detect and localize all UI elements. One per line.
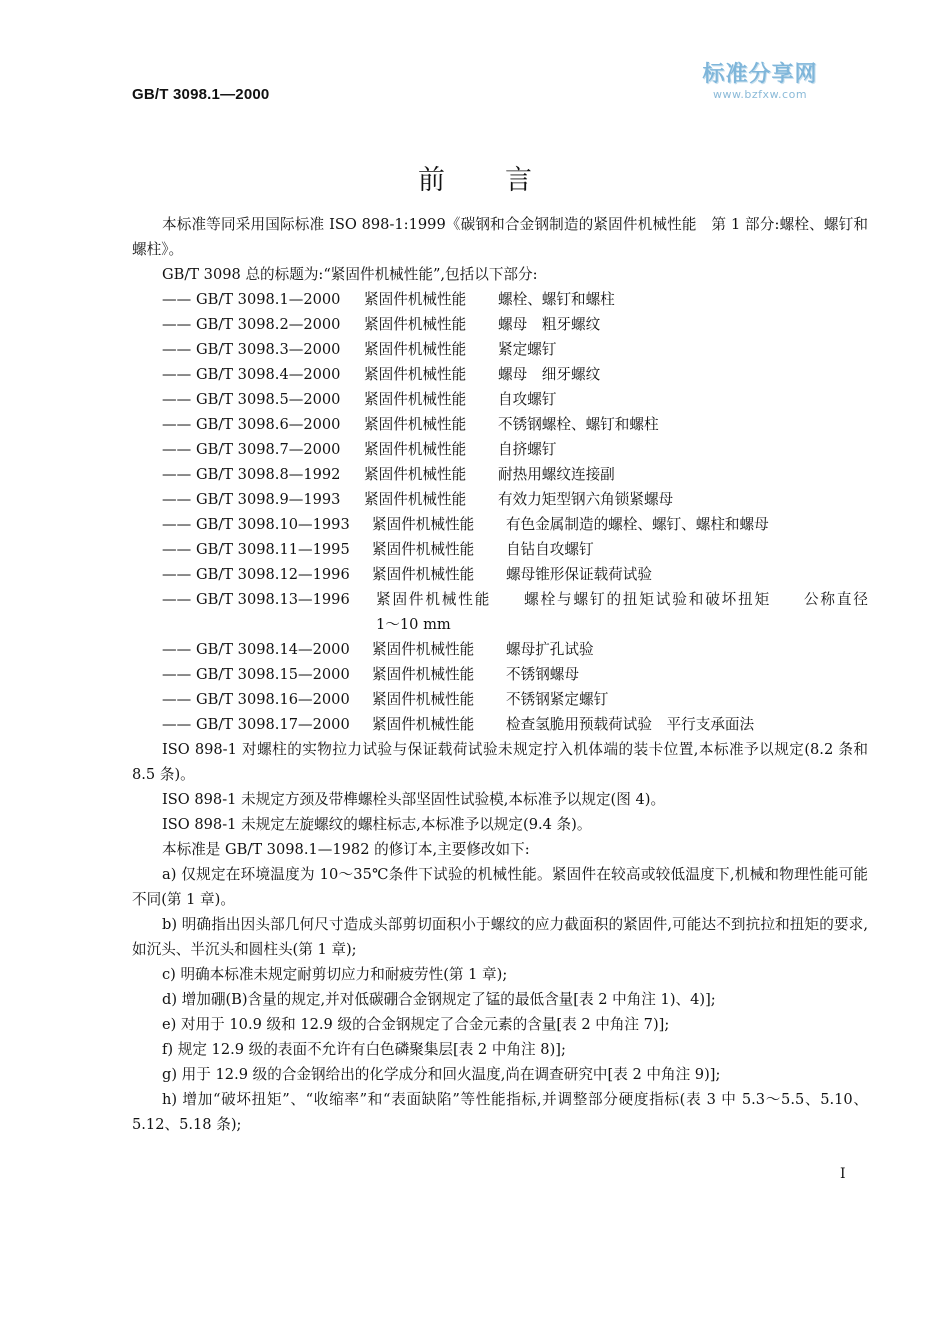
part-item bbox=[132, 662, 868, 687]
part-subtitle: 有色金属制造的螺栓、螺钉、螺柱和螺母 bbox=[506, 516, 769, 533]
part-dash: —— bbox=[162, 691, 192, 708]
part-dash: —— bbox=[162, 416, 192, 433]
part-code: GB/T 3098.7—2000 bbox=[196, 441, 341, 458]
part-title: 紧固件机械性能 bbox=[364, 291, 467, 308]
part-title: 紧固件机械性能 bbox=[372, 641, 475, 658]
part-dash: —— bbox=[162, 641, 192, 658]
part-item bbox=[132, 562, 868, 587]
part-code: GB/T 3098.8—1992 bbox=[196, 466, 341, 483]
parts-list bbox=[132, 287, 868, 587]
page-number: I bbox=[840, 1166, 846, 1182]
note-paragraph: ISO 898-1 对螺柱的实物拉力试验与保证载荷试验未规定拧入机体端的装卡位置,本标准予以规定(8.2 条和 8.5 条)。 bbox=[132, 741, 868, 783]
part-dash: —— bbox=[162, 491, 192, 508]
part-dash: —— bbox=[162, 291, 192, 308]
part-dash: —— bbox=[162, 341, 192, 358]
part-item bbox=[132, 637, 868, 662]
part-subtitle: 不锈钢紧定螺钉 bbox=[506, 691, 609, 708]
part-code: GB/T 3098.11—1995 bbox=[196, 541, 350, 558]
part-code: GB/T 3098.12—1996 bbox=[196, 566, 350, 583]
part-subtitle: 自攻螺钉 bbox=[498, 391, 557, 408]
part-item bbox=[132, 462, 868, 487]
note-paragraph: ISO 898-1 未规定左旋螺纹的螺柱标志,本标准予以规定(9.4 条)。 bbox=[162, 816, 592, 833]
change-item: g) 用于 12.9 级的合金钢给出的化学成分和回火温度,尚在调查研究中[表 2 中角注 9)]; bbox=[162, 1066, 721, 1083]
change-item: a) 仅规定在环境温度为 10～35℃条件下试验的机械性能。紧固件在较高或较低温度下,机械和物理性能可能不同(第 1 章)。 bbox=[132, 866, 868, 908]
part-code: GB/T 3098.2—2000 bbox=[196, 316, 341, 333]
part-subtitle: 不锈钢螺母 bbox=[506, 666, 579, 683]
part-title: 紧固件机械性能 bbox=[372, 691, 475, 708]
logo-text: 标准分享网 bbox=[702, 62, 818, 87]
part-subtitle: 螺栓与螺钉的扭矩试验和破坏扭矩 bbox=[524, 591, 772, 608]
change-item: h) 增加“破坏扭矩”、“收缩率”和“表面缺陷”等性能指标,并调整部分硬度指标(表 3 中 5.3～5.5、5.10、5.12、5.18 条); bbox=[132, 1091, 868, 1133]
part-subtitle: 螺栓、螺钉和螺柱 bbox=[498, 291, 615, 308]
standard-code: GB/T 3098.1—2000 bbox=[132, 86, 270, 103]
part-title: 紧固件机械性能 bbox=[364, 316, 467, 333]
part-item bbox=[132, 512, 868, 537]
part-dash: —— bbox=[162, 366, 192, 383]
part-code: GB/T 3098.4—2000 bbox=[196, 366, 341, 383]
part-code: GB/T 3098.6—2000 bbox=[196, 416, 341, 433]
note-paragraph: ISO 898-1 未规定方颈及带榫螺栓头部坚固性试验模,本标准予以规定(图 4)。 bbox=[162, 791, 666, 808]
part-dash: —— bbox=[162, 466, 192, 483]
part-dash: —— bbox=[162, 441, 192, 458]
part-title: 紧固件机械性能 bbox=[364, 491, 467, 508]
part-subtitle: 有效力矩型钢六角锁紧螺母 bbox=[498, 491, 674, 508]
part-code: GB/T 3098.15—2000 bbox=[196, 666, 350, 683]
change-item: d) 增加硼(B)含量的规定,并对低碳硼合金钢规定了锰的最低含量[表 2 中角注 1)、4)]; bbox=[162, 991, 716, 1008]
intro-parts-heading: GB/T 3098 总的标题为:“紧固件机械性能”,包括以下部分: bbox=[162, 266, 538, 283]
part-item bbox=[132, 712, 868, 737]
part-dash: —— bbox=[162, 391, 192, 408]
part-subtitle: 耐热用螺纹连接副 bbox=[498, 466, 615, 483]
part-subtitle: 紧定螺钉 bbox=[498, 341, 557, 358]
part-item bbox=[132, 387, 868, 412]
site-logo[interactable] bbox=[690, 62, 830, 106]
part-title: 紧固件机械性能 bbox=[364, 391, 467, 408]
part-title: 紧固件机械性能 bbox=[364, 441, 467, 458]
part-item bbox=[132, 487, 868, 512]
part-dash: —— bbox=[162, 316, 192, 333]
part-subtitle: 螺母 细牙螺纹 bbox=[498, 366, 601, 383]
part-subtitle: 检查氢脆用预载荷试验 平行支承面法 bbox=[506, 716, 755, 733]
part-subtitle: 自钻自攻螺钉 bbox=[506, 541, 594, 558]
changes-list bbox=[132, 862, 868, 1137]
part-dash: —— bbox=[162, 716, 192, 733]
part-dash: —— bbox=[162, 516, 192, 533]
part-code: GB/T 3098.14—2000 bbox=[196, 641, 350, 658]
part-title: 紧固件机械性能 bbox=[372, 716, 475, 733]
part-dash: —— bbox=[162, 541, 192, 558]
part-code: GB/T 3098.13—1996 bbox=[196, 591, 350, 608]
part-code: GB/T 3098.16—2000 bbox=[196, 691, 350, 708]
change-item: b) 明确指出因头部几何尺寸造成头部剪切面积小于螺纹的应力截面积的紧固件,可能达不到抗拉和扭矩的要求,如沉头、半沉头和圆柱头(第 1 章); bbox=[132, 916, 868, 958]
part-code: GB/T 3098.5—2000 bbox=[196, 391, 341, 408]
part-subtitle: 螺母扩孔试验 bbox=[506, 641, 594, 658]
part-title: 紧固件机械性能 bbox=[364, 416, 467, 433]
part-item bbox=[132, 437, 868, 462]
logo-url: www.bzfxw.com bbox=[712, 88, 808, 101]
part-continuation: 1～10 mm bbox=[376, 616, 451, 633]
part-title: 紧固件机械性能 bbox=[372, 541, 475, 558]
part-title: 紧固件机械性能 bbox=[372, 666, 475, 683]
part-code: GB/T 3098.17—2000 bbox=[196, 716, 350, 733]
part-code: GB/T 3098.10—1993 bbox=[196, 516, 350, 533]
page-title: 前言 bbox=[418, 165, 592, 196]
part-title: 紧固件机械性能 bbox=[364, 466, 467, 483]
part-item bbox=[132, 537, 868, 562]
part-extra: 公称直径 bbox=[803, 591, 868, 608]
part-dash: —— bbox=[162, 666, 192, 683]
part-item-13 bbox=[132, 587, 868, 637]
part-item bbox=[132, 287, 868, 312]
change-item: c) 明确本标准未规定耐剪切应力和耐疲劳性(第 1 章); bbox=[162, 966, 508, 983]
part-title: 紧固件机械性能 bbox=[372, 516, 475, 533]
part-code: GB/T 3098.9—1993 bbox=[196, 491, 341, 508]
part-title: 紧固件机械性能 bbox=[376, 591, 492, 608]
part-title: 紧固件机械性能 bbox=[364, 366, 467, 383]
part-item bbox=[132, 412, 868, 437]
part-item bbox=[132, 337, 868, 362]
part-subtitle: 不锈钢螺栓、螺钉和螺柱 bbox=[498, 416, 659, 433]
change-item: f) 规定 12.9 级的表面不允许有白色磷聚集层[表 2 中角注 8)]; bbox=[162, 1041, 566, 1058]
part-dash: —— bbox=[162, 591, 192, 608]
part-title: 紧固件机械性能 bbox=[364, 341, 467, 358]
part-title: 紧固件机械性能 bbox=[372, 566, 475, 583]
part-title-line bbox=[376, 587, 868, 612]
part-code: GB/T 3098.3—2000 bbox=[196, 341, 341, 358]
part-item bbox=[132, 362, 868, 387]
part-code: GB/T 3098.1—2000 bbox=[196, 291, 341, 308]
part-subtitle: 螺母锥形保证载荷试验 bbox=[506, 566, 652, 583]
part-dash: —— bbox=[162, 566, 192, 583]
parts-list-continued bbox=[132, 637, 868, 737]
part-item bbox=[132, 312, 868, 337]
part-subtitle: 自挤螺钉 bbox=[498, 441, 557, 458]
part-item bbox=[132, 687, 868, 712]
intro-paragraph: 本标准等同采用国际标准 ISO 898-1:1999《碳钢和合金钢制造的紧固件机械性能 第 1 部分:螺栓、螺钉和螺柱》。 bbox=[132, 216, 868, 258]
foreword-body bbox=[132, 212, 868, 1137]
part-subtitle: 螺母 粗牙螺纹 bbox=[498, 316, 601, 333]
notes-list bbox=[132, 737, 868, 862]
change-item: e) 对用于 10.9 级和 12.9 级的合金钢规定了合金元素的含量[表 2 中角注 7)]; bbox=[162, 1016, 670, 1033]
note-paragraph: 本标准是 GB/T 3098.1—1982 的修订本,主要修改如下: bbox=[162, 841, 530, 858]
